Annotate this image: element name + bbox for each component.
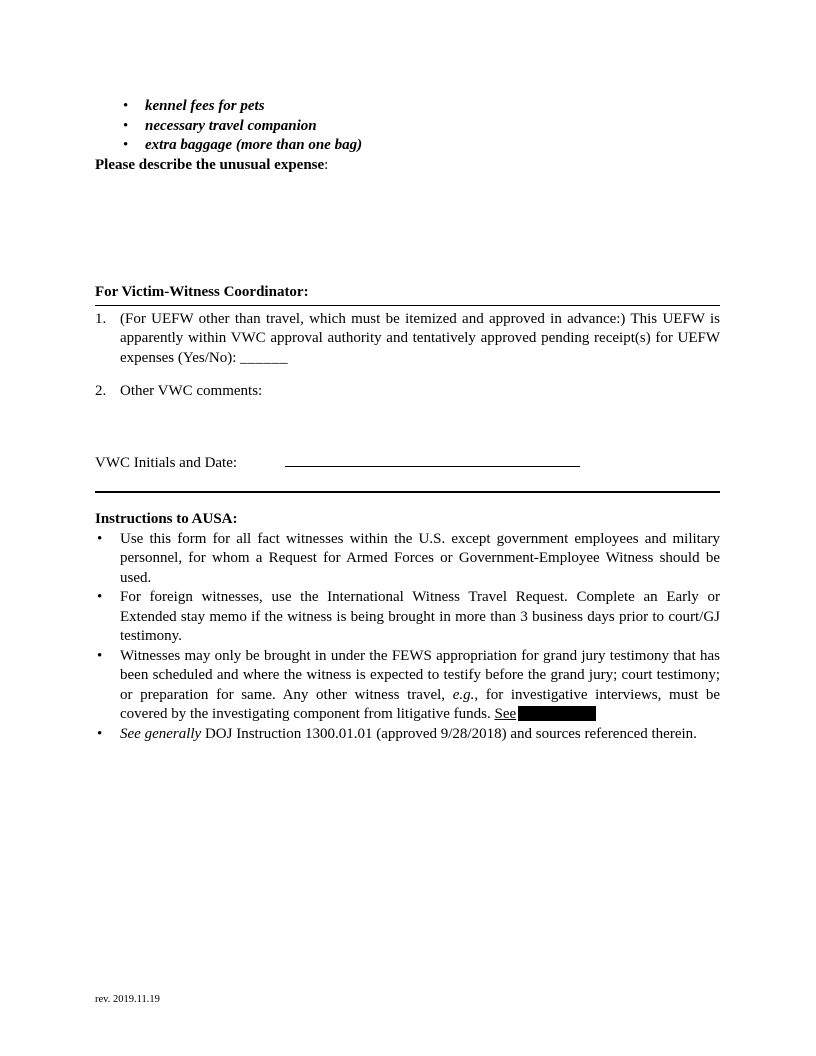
vwc-initials-line[interactable] <box>285 450 580 467</box>
see-citation: See <box>494 706 517 722</box>
bullet-icon: • <box>123 117 129 134</box>
instruction-text-part: , for investigative interviews, must be covered by the investigating component from litigative funds. <box>120 686 721 722</box>
item-number: 2. <box>95 383 107 399</box>
instruction-item <box>95 588 720 647</box>
list-item <box>95 117 720 137</box>
list-item <box>95 97 720 117</box>
prompt-colon: : <box>324 156 329 173</box>
item1-text: (For UEFW other than travel, which must be itemized and approved in advance:) This UEFW is apparently within VWC approval authority and tentatively approved pending receipt(s) for UEFW expenses (Yes/No): <box>120 310 720 366</box>
bullet-icon: • <box>97 647 103 664</box>
bullet-text: kennel fees for pets <box>145 98 265 114</box>
instruction-item <box>95 725 720 745</box>
item-text <box>120 310 720 369</box>
vwc-section-heading: For Victim-Witness Coordinator: <box>95 284 309 300</box>
instruction-item <box>95 530 720 589</box>
instruction-item <box>95 647 720 725</box>
unusual-expense-prompt <box>95 156 720 176</box>
bullet-icon: • <box>97 725 103 742</box>
bullet-icon: • <box>123 137 129 153</box>
bullet-text: necessary travel companion <box>145 117 317 134</box>
redaction-box <box>518 706 596 721</box>
instruction-text <box>120 647 720 725</box>
instruction-text: For foreign witnesses, use the International Witness Travel Request. Complete an Early or Extended stay memo if the witness is being brought in more than 3 business days prior to court/GJ testimony. <box>120 589 720 644</box>
eg-italic: e.g. <box>452 686 475 703</box>
bullet-icon: • <box>97 589 103 605</box>
instruction-text <box>120 725 720 745</box>
bullet-icon: • <box>123 98 129 114</box>
revision-footer: rev. 2019.11.19 <box>95 994 160 1005</box>
see-generally-italic: See generally <box>120 725 202 742</box>
bullet-icon: • <box>97 530 103 547</box>
instruction-text-part: Witnesses may only be brought in under the FEWS appropriation for grand jury testimony that has been scheduled and where the witness is expected to testify before the grand jury; court testimony; or preparation for same. Any other witness travel, <box>120 647 720 703</box>
prompt-text: Please describe the unusual expense <box>95 156 325 173</box>
vwc-initials-label: VWC Initials and Date: <box>95 454 238 471</box>
yes-no-blank[interactable]: ______ <box>240 349 289 366</box>
item-number: 1. <box>95 310 107 327</box>
unusual-expense-bullet-list <box>95 97 720 156</box>
list-item <box>95 136 720 156</box>
vwc-comments-area[interactable] <box>95 402 720 450</box>
vwc-heading-rule <box>95 283 720 306</box>
vwc-item-1 <box>95 310 720 369</box>
unusual-expense-description-area[interactable] <box>95 175 720 283</box>
vwc-initials-row <box>95 450 720 474</box>
instructions-heading: Instructions to AUSA: <box>95 511 238 527</box>
section-divider <box>95 491 720 493</box>
instruction-text-part: DOJ Instruction 1300.01.01 (approved 9/28/2018) and sources referenced therein. <box>201 725 697 742</box>
instruction-text: Use this form for all fact witnesses within the U.S. except government employees and military personnel, for whom a Request for Armed Forces or Government-Employee Witness should be used. <box>120 530 720 586</box>
vwc-item-2 <box>95 382 720 402</box>
item2-text: Other VWC comments: <box>120 383 263 399</box>
bullet-text: extra baggage (more than one bag) <box>145 137 363 153</box>
